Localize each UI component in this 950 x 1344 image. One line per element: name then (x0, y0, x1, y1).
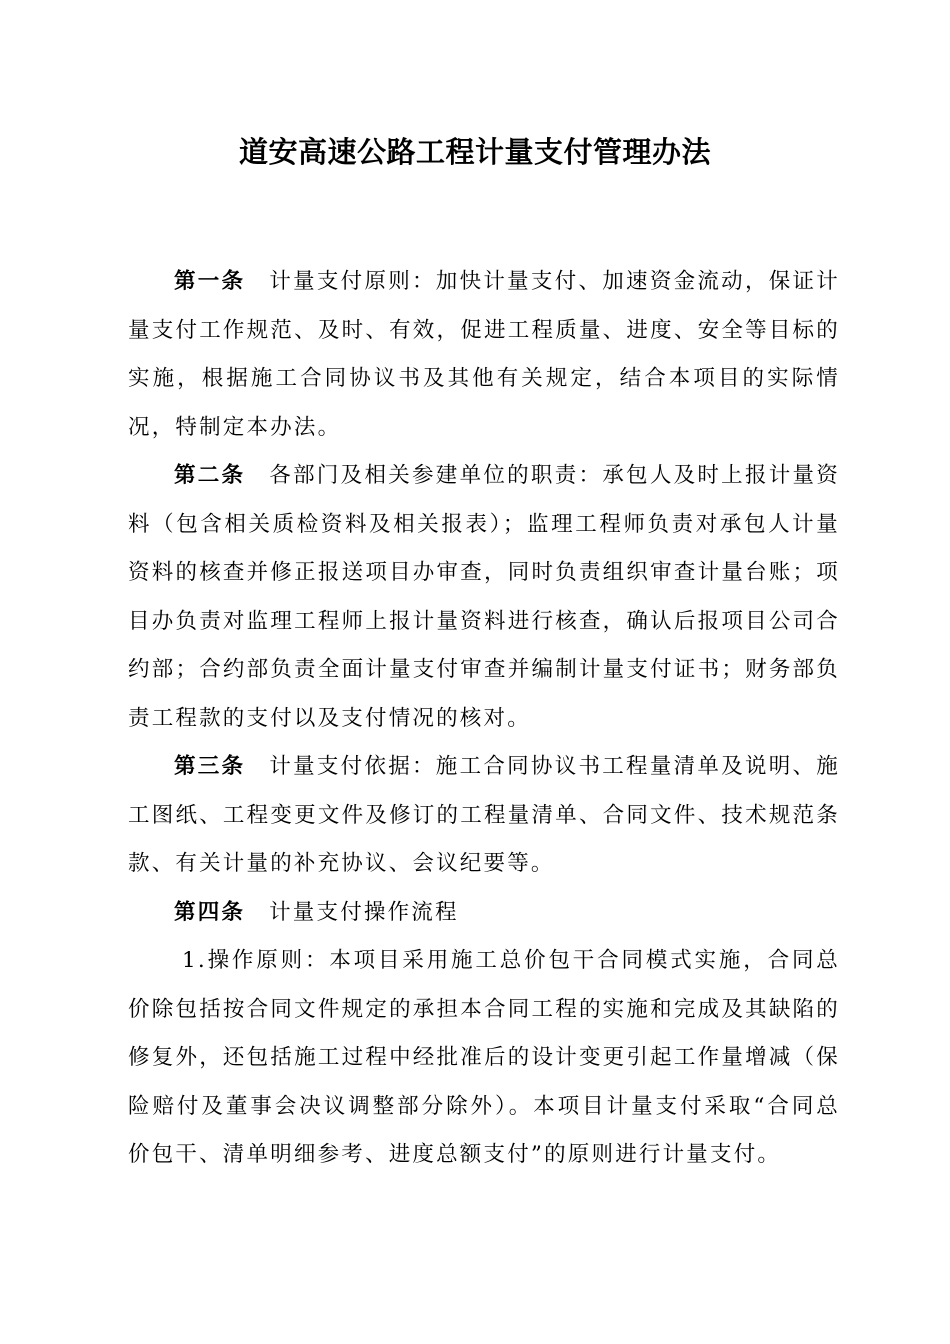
document-body (128, 258, 840, 1180)
article-3 (128, 743, 840, 889)
article-2 (128, 452, 840, 743)
article-label: 第四条 (174, 899, 246, 925)
document-title: 道安高速公路工程计量支付管理办法 (238, 135, 711, 169)
article-text: 各部门及相关参建单位的职责：承包人及时上报计量资料（包含相关质检资料及相关报表）；监理工程师负责对承包人计量资料的核查并修正报送项目办审查，同时负责组织审查计量台账；项目办负责对监理工程师上报计量资料进行核查，确认后报项目公司合约部；合约部负责全面计量支付审查并编制计量支付证书；财务部负责工程款的支付以及支付情况的核对。 (128, 463, 840, 731)
sub-item-text: 操作原则：本项目采用施工总价包干合同模式实施，合同总价除包括按合同文件规定的承担本合同工程的实施和完成及其缺陷的修复外，还包括施工过程中经批准后的设计变更引起工作量增减（保险赔付及董事会决议调整部分除外）。本项目计量支付采取“合同总价包干、清单明细参考、进度总额支付”的原则进行计量支付。 (128, 948, 840, 1167)
article-text: 计量支付依据：施工合同协议书工程量清单及说明、施工图纸、工程变更文件及修订的工程量清单、合同文件、技术规范条款、有关计量的补充协议、会议纪要等。 (128, 754, 840, 876)
sub-item-1 (128, 937, 840, 1180)
article-label: 第三条 (174, 754, 246, 779)
sub-item-number: 1. (182, 948, 207, 973)
article-text: 计量支付操作流程 (269, 899, 459, 925)
article-1 (128, 258, 840, 452)
article-text: 计量支付原则：加快计量支付、加速资金流动，保证计量支付工作规范、及时、有效，促进工程质量、进度、安全等目标的实施，根据施工合同协议书及其他有关规定，结合本项目的实际情况，特制定本办法。 (128, 269, 840, 440)
article-label: 第一条 (174, 269, 246, 294)
article-label: 第二条 (174, 463, 246, 488)
article-4 (128, 889, 840, 938)
